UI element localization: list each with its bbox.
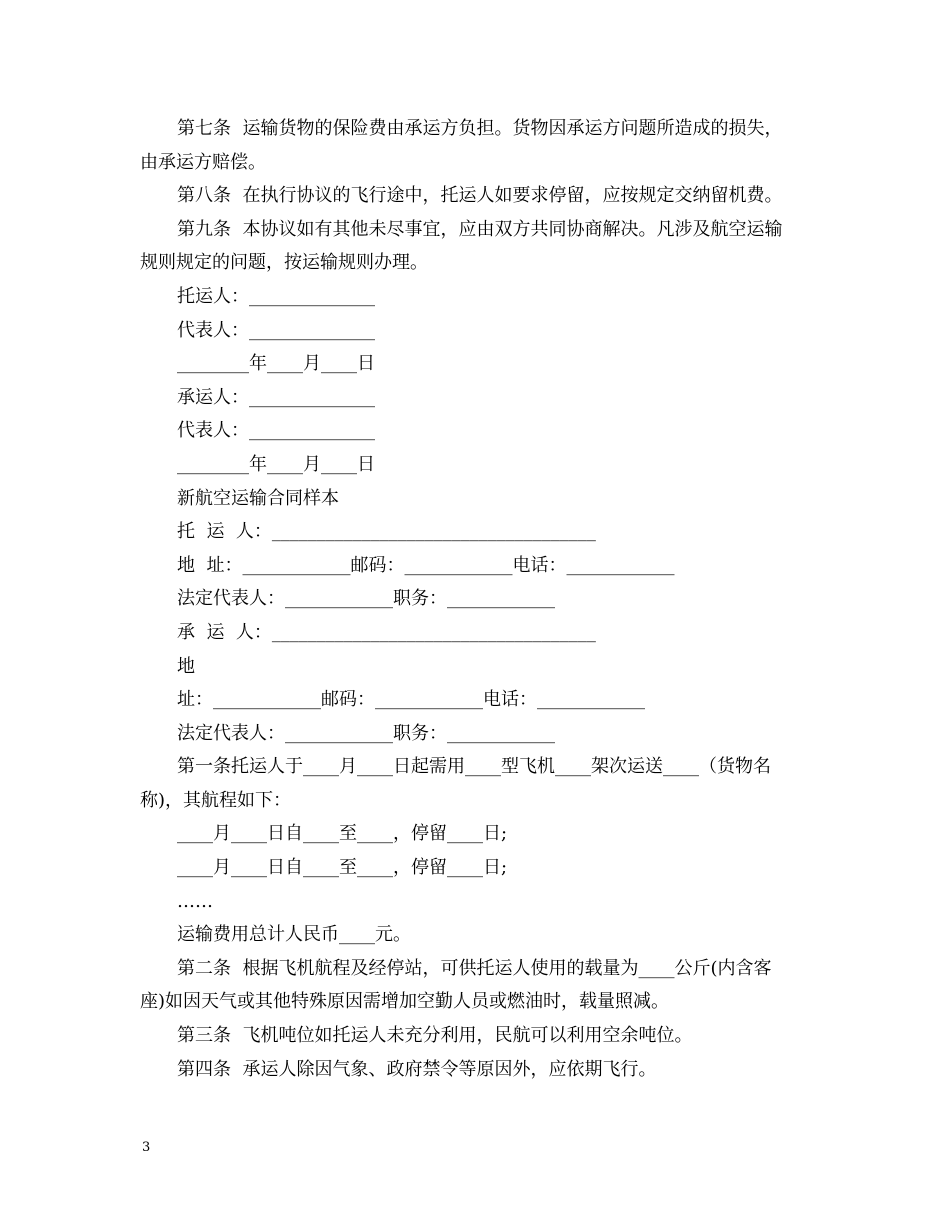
article-8: 第八条 在执行协议的飞行途中，托运人如要求停留，应按规定交纳留机费。 <box>177 185 783 207</box>
article-7-line-1: 第七条 运输货物的保险费由承运方负担。货物因承运方问题所造成的损失， <box>177 118 783 139</box>
carrier-address-label: 地 <box>177 655 195 677</box>
ellipsis-line: …… <box>177 890 213 912</box>
carrier-date: ________年____月____日 <box>177 453 375 475</box>
article-4: 第四条 承运人除因气象、政府禁令等原因外，应依期飞行。 <box>177 1058 657 1080</box>
shipper-date: ________年____月____日 <box>177 353 375 375</box>
carrier-representative: 代表人：______________ <box>177 420 375 442</box>
shipper-signature: 托运人：______________ <box>177 285 375 307</box>
article-9-line-2: 规则规定的问题，按运输规则办理。 <box>140 252 428 274</box>
shipper-representative: 代表人：______________ <box>177 319 375 341</box>
carrier-address-field: 址：____________邮码：____________电话：____________ <box>177 689 645 711</box>
article-1-line-1: 第一条托运人于____月____日起需用____型飞机____架次运送____（货物名 <box>177 756 771 778</box>
carrier-signature: 承运人：______________ <box>177 386 375 408</box>
article-9-line-1: 第九条 本协议如有其他未尽事宜，应由双方共同协商解决。凡涉及航空运输 <box>177 218 783 240</box>
shipper-field: 托 运 人：____________________________________ <box>177 521 596 543</box>
article-1-line-2: 称)，其航程如下： <box>140 789 292 811</box>
shipper-address-field: 地 址：____________邮码：____________电话：____________ <box>177 554 675 576</box>
section-title: 新航空运输合同样本 <box>177 487 339 509</box>
page-number: 3 <box>142 1140 151 1155</box>
shipper-legal-rep-field: 法定代表人：____________职务：____________ <box>177 588 555 610</box>
document-page <box>140 112 812 1086</box>
article-2-line-1: 第二条 根据飞机航程及经停站，可供托运人使用的载量为____公斤(内含客 <box>177 957 772 979</box>
route-line-1: ____月____日自____至____，停留____日; <box>177 823 508 845</box>
total-fee-line: 运输费用总计人民币____元。 <box>177 924 411 946</box>
article-3: 第三条 飞机吨位如托运人未充分利用，民航可以利用空余吨位。 <box>177 1025 693 1047</box>
article-2-line-2: 座)如因天气或其他特殊原因需增加空勤人员或燃油时，载量照减。 <box>140 991 670 1013</box>
route-line-2: ____月____日自____至____，停留____日; <box>177 857 508 879</box>
article-7-line-2: 由承运方赔偿。 <box>140 151 266 173</box>
carrier-legal-rep-field: 法定代表人：____________职务：____________ <box>177 722 555 744</box>
carrier-field: 承 运 人：____________________________________ <box>177 621 596 643</box>
